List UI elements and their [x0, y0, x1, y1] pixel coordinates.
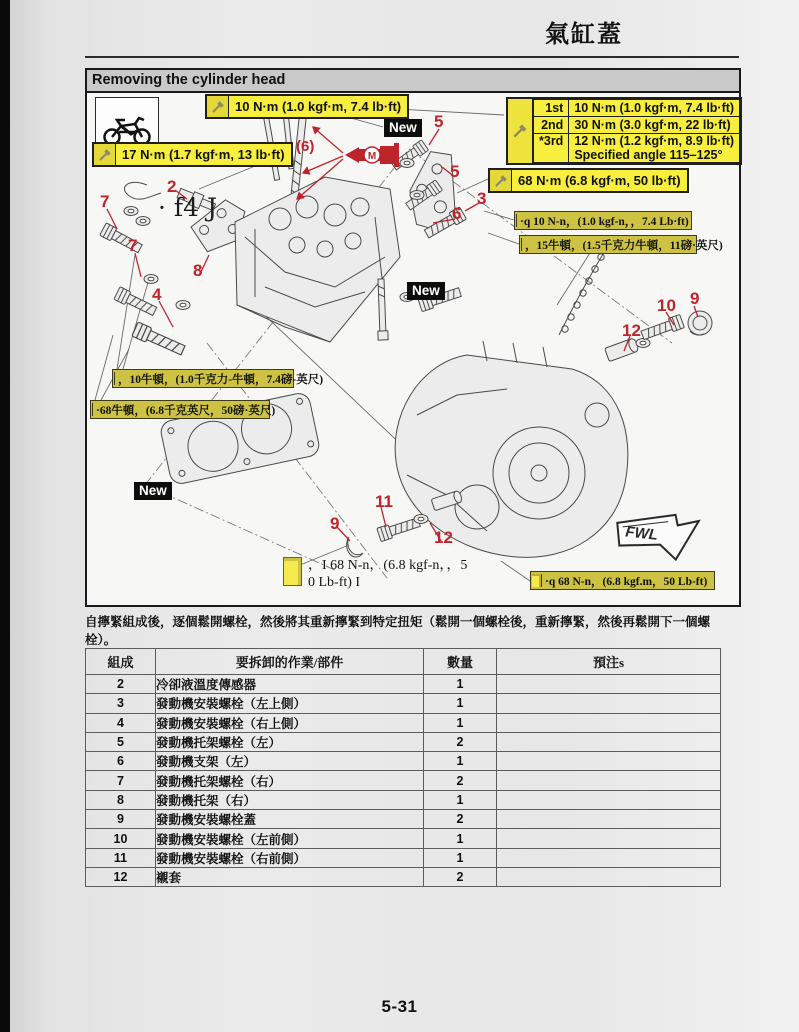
cell-no: 6 [86, 752, 156, 771]
spec-row [534, 134, 740, 163]
cell-remark [497, 829, 721, 848]
khaki-text: ，15牛頓，(1.5千克力牛頓，11磅·英尺) [525, 239, 723, 252]
white-callout-line1: ，I 68 N-n，(6.8 kgf-n，，5 [308, 558, 468, 573]
fwl-arrow-icon [613, 505, 699, 562]
part-number-12: 12 [622, 321, 641, 340]
fwl-label: FWL [624, 523, 659, 544]
cell-qty: 1 [424, 790, 497, 809]
part-number-3: 3 [477, 189, 487, 208]
khaki-callout-right-2 [519, 235, 723, 254]
torque-value: 68 N·m (6.8 kgf·m, 50 lb·ft) [518, 173, 681, 188]
part-number-7: 7 [100, 192, 110, 211]
cell-remark [497, 713, 721, 732]
cell-no: 11 [86, 848, 156, 867]
header-remark: 預注s [497, 649, 721, 675]
header-qty: 數量 [424, 649, 497, 675]
page-number: 5-31 [381, 997, 418, 1016]
bolt-count-label: (6) [296, 138, 315, 155]
new-part-label: New [134, 482, 172, 500]
spec-step: *3rd [534, 134, 569, 163]
khaki-callout-bottom [530, 571, 715, 590]
khaki-text: ·68牛頓，(6.8千克英尺，50磅·英尺) [96, 404, 276, 417]
new-part-label: New [407, 282, 445, 300]
cell-remark [497, 771, 721, 790]
spec-row [534, 117, 740, 134]
table-row [86, 829, 721, 848]
khaki-text: ·q 68 N-n，(6.8 kgf.m，50 Lb-ft) [545, 575, 708, 588]
diagram-content [87, 93, 739, 605]
cell-qty: 2 [424, 771, 497, 790]
cell-no: 2 [86, 675, 156, 694]
table-row [86, 752, 721, 771]
cell-remark [497, 848, 721, 867]
white-callout-line2: 0 Lb-ft) I [308, 575, 361, 590]
part-number-2: 2 [167, 177, 177, 196]
header-part: 要拆卸的作業/部件 [156, 649, 424, 675]
note-icon [283, 557, 302, 586]
table-row [86, 694, 721, 713]
spec-row [534, 100, 740, 117]
cell-no: 12 [86, 867, 156, 886]
title-rule [85, 56, 739, 58]
cell-part: 發動機安裝螺栓（左前側） [156, 829, 424, 848]
wrench-icon [508, 99, 533, 163]
cell-part: 發動機安裝螺栓蓋 [156, 810, 424, 829]
spec-value-line1: 12 N·m (1.2 kgf·m, 8.9 lb·ft) [574, 134, 735, 148]
note-icon [114, 372, 115, 385]
note-icon [516, 214, 517, 227]
note-icon [92, 403, 93, 416]
cell-part: 冷卻液溫度傳感器 [156, 675, 424, 694]
part-number-9: 9 [330, 514, 340, 533]
cell-remark [497, 867, 721, 886]
cell-part: 發動機安裝螺栓（右上側） [156, 713, 424, 732]
white-callout-68nm [283, 557, 467, 591]
stray-text: · f4 J [158, 193, 218, 222]
cell-remark [497, 694, 721, 713]
table-row [86, 713, 721, 732]
page-edge-shadow [0, 0, 10, 1032]
tightening-spec-table [506, 97, 742, 165]
table-row [86, 810, 721, 829]
cell-part: 發動機托架螺栓（右） [156, 771, 424, 790]
part-number-4: 4 [152, 285, 162, 304]
cell-qty: 2 [424, 867, 497, 886]
part-number-11: 11 [375, 492, 393, 511]
page-title: 氣缸蓋 [545, 22, 623, 48]
cell-no: 4 [86, 713, 156, 732]
spec-step: 2nd [534, 117, 569, 134]
khaki-text: ·q 10 N-n，(1.0 kgf-n，，7.4 Lb·ft) [520, 215, 689, 228]
cell-remark [497, 732, 721, 751]
table-row [86, 675, 721, 694]
motorcycle-icon [101, 112, 153, 146]
table-row [86, 867, 721, 886]
part-number-7: 7 [128, 236, 138, 255]
cell-no: 3 [86, 694, 156, 713]
diagram-panel [85, 68, 741, 607]
cell-qty: 1 [424, 752, 497, 771]
part-number-10: 10 [657, 296, 676, 315]
diagram-header: Removing the cylinder head [87, 70, 739, 93]
wrench-icon [94, 144, 116, 165]
spec-value [569, 134, 740, 163]
cell-part: 襯套 [156, 867, 424, 886]
wrench-icon [207, 96, 229, 117]
cell-qty: 2 [424, 810, 497, 829]
cell-qty: 1 [424, 713, 497, 732]
cell-qty: 2 [424, 732, 497, 751]
new-part-label: New [384, 119, 422, 137]
part-number-5: 5 [450, 162, 460, 181]
cell-qty: 1 [424, 675, 497, 694]
torque-callout-17nm [92, 142, 293, 167]
table-row [86, 732, 721, 751]
m-symbol-label: M [367, 151, 377, 162]
note-icon [532, 574, 542, 587]
spec-step: 1st [534, 100, 569, 117]
khaki-text: ，10牛頓，(1.0千克力-牛頓，7.4磅-英尺) [118, 373, 324, 386]
cell-remark [497, 810, 721, 829]
white-callout-text [308, 557, 467, 591]
cell-part: 發動機托架（右） [156, 790, 424, 809]
cell-no: 9 [86, 810, 156, 829]
cell-no: 7 [86, 771, 156, 790]
part-number-12: 12 [434, 528, 453, 547]
torque-value: 17 N·m (1.7 kgf·m, 13 lb·ft) [122, 147, 285, 162]
part-number-9: 9 [690, 289, 700, 308]
cell-qty: 1 [424, 829, 497, 848]
cell-part: 發動機安裝螺栓（左上側） [156, 694, 424, 713]
parts-table [85, 648, 721, 887]
part-number-5: 5 [434, 112, 444, 131]
cell-no: 5 [86, 732, 156, 751]
khaki-callout-left-2 [90, 400, 276, 419]
cell-part: 發動機支架（左） [156, 752, 424, 771]
wrench-icon [490, 170, 512, 191]
table-row [86, 848, 721, 867]
part-number-6: 6 [452, 204, 462, 223]
spec-value-line2: Specified angle 115–125° [574, 148, 723, 162]
torque-value: 10 N·m (1.0 kgf·m, 7.4 lb·ft) [235, 99, 402, 114]
cell-remark [497, 790, 721, 809]
spec-value: 10 N·m (1.0 kgf·m, 7.4 lb·ft) [569, 100, 740, 117]
table-row [86, 771, 721, 790]
cell-remark [497, 752, 721, 771]
torque-callout-10nm [205, 94, 409, 119]
cell-part: 發動機安裝螺栓（右前側） [156, 848, 424, 867]
table-row [86, 790, 721, 809]
cell-no: 8 [86, 790, 156, 809]
cell-part: 發動機托架螺栓（左） [156, 732, 424, 751]
cell-remark [497, 675, 721, 694]
note-icon [521, 238, 522, 251]
khaki-callout-left-1 [112, 369, 324, 388]
part-number-8: 8 [193, 261, 203, 280]
spec-value: 30 N·m (3.0 kgf·m, 22 lb·ft) [569, 117, 740, 134]
cell-qty: 1 [424, 694, 497, 713]
cell-no: 10 [86, 829, 156, 848]
parts-table-header-row [86, 649, 721, 675]
instruction-paragraph: 自擰緊組成後，逐個鬆開螺栓，然後將其重新擰緊到特定扭矩（鬆開一個螺栓後，重新擰緊，然後再鬆開下一個螺栓）。 [85, 615, 711, 647]
cell-qty: 1 [424, 848, 497, 867]
khaki-callout-right-1 [514, 211, 692, 230]
molybdenum-grease-icon [345, 143, 399, 167]
torque-callout-68nm [488, 168, 689, 193]
header-no: 組成 [86, 649, 156, 675]
